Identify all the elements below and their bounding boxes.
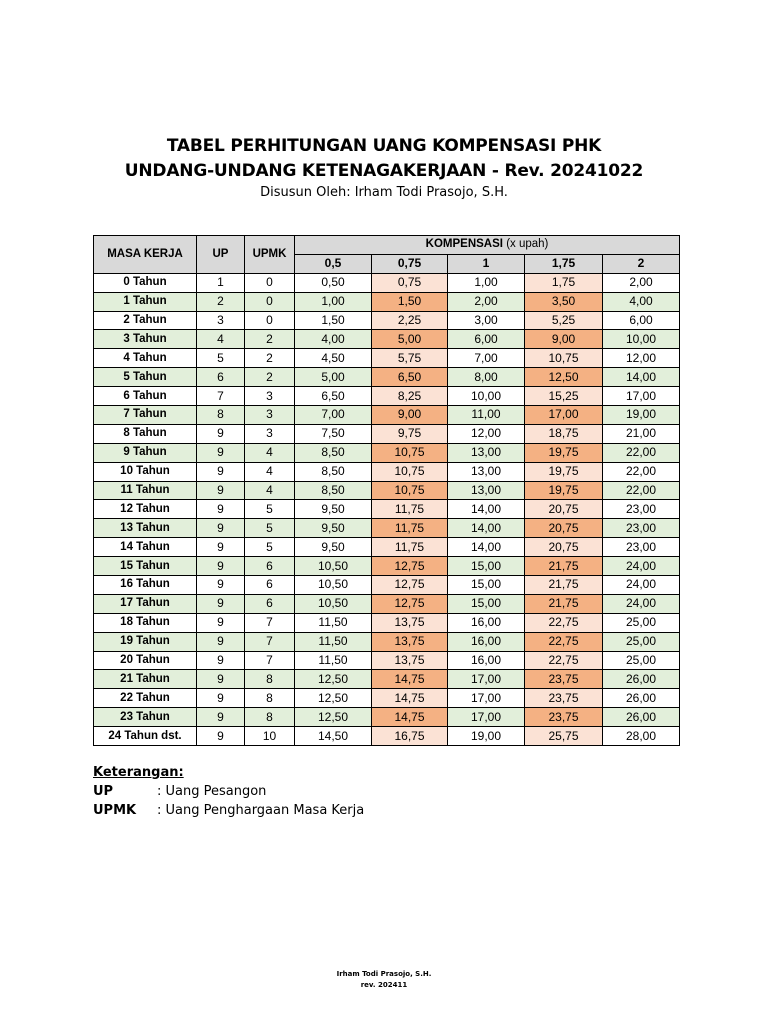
cell-kompensasi: 12,00 [448,424,525,443]
cell-kompensasi: 24,00 [603,594,680,613]
table-row [94,387,680,406]
cell-kompensasi: 8,50 [295,481,372,500]
table-row [94,500,680,519]
cell-kompensasi: 1,75 [525,273,603,292]
cell-up: 9 [197,500,245,519]
cell-kompensasi: 19,75 [525,462,603,481]
cell-masa-kerja: 22 Tahun [94,689,197,708]
cell-masa-kerja: 1 Tahun [94,292,197,311]
table-row [94,462,680,481]
cell-kompensasi: 10,00 [448,387,525,406]
cell-kompensasi: 20,75 [525,500,603,519]
cell-masa-kerja: 24 Tahun dst. [94,727,197,746]
cell-kompensasi: 4,50 [295,349,372,368]
cell-kompensasi: 22,00 [603,443,680,462]
cell-upmk: 10 [245,727,295,746]
cell-kompensasi: 3,00 [448,311,525,330]
table-row [94,727,680,746]
cell-upmk: 4 [245,481,295,500]
compensation-table [93,235,680,746]
cell-kompensasi: 26,00 [603,670,680,689]
cell-kompensasi: 6,00 [603,311,680,330]
cell-kompensasi: 7,50 [295,424,372,443]
table-row [94,349,680,368]
cell-kompensasi: 14,00 [448,519,525,538]
cell-kompensasi: 0,75 [372,273,448,292]
cell-upmk: 3 [245,424,295,443]
cell-kompensasi: 22,75 [525,651,603,670]
document-author: Disusun Oleh: Irham Todi Prasojo, S.H. [260,185,508,200]
cell-kompensasi: 23,75 [525,689,603,708]
cell-kompensasi: 14,00 [448,538,525,557]
cell-kompensasi: 17,00 [448,670,525,689]
cell-masa-kerja: 10 Tahun [94,462,197,481]
cell-masa-kerja: 16 Tahun [94,576,197,595]
cell-kompensasi: 1,00 [448,273,525,292]
cell-kompensasi: 24,00 [603,557,680,576]
table-row [94,538,680,557]
cell-up: 9 [197,632,245,651]
cell-kompensasi: 20,75 [525,538,603,557]
header-multiplier: 1,75 [525,254,603,273]
cell-upmk: 3 [245,387,295,406]
cell-kompensasi: 13,75 [372,651,448,670]
cell-kompensasi: 10,75 [372,462,448,481]
cell-kompensasi: 19,00 [603,406,680,425]
cell-up: 9 [197,462,245,481]
cell-kompensasi: 10,50 [295,576,372,595]
header-multiplier: 0,5 [295,254,372,273]
cell-kompensasi: 2,25 [372,311,448,330]
cell-up: 9 [197,708,245,727]
cell-kompensasi: 15,00 [448,594,525,613]
cell-kompensasi: 9,50 [295,538,372,557]
cell-kompensasi: 12,50 [295,708,372,727]
cell-kompensasi: 23,00 [603,519,680,538]
legend-desc: : Uang Pesangon [157,784,267,799]
cell-kompensasi: 21,00 [603,424,680,443]
cell-masa-kerja: 12 Tahun [94,500,197,519]
cell-kompensasi: 12,50 [295,689,372,708]
table-row [94,443,680,462]
cell-masa-kerja: 3 Tahun [94,330,197,349]
cell-upmk: 0 [245,292,295,311]
cell-kompensasi: 13,00 [448,481,525,500]
cell-kompensasi: 10,75 [525,349,603,368]
cell-kompensasi: 11,75 [372,519,448,538]
cell-upmk: 6 [245,576,295,595]
footer-name: Irham Todi Prasojo, S.H. [336,970,432,978]
cell-masa-kerja: 0 Tahun [94,273,197,292]
table-row [94,594,680,613]
cell-kompensasi: 24,00 [603,576,680,595]
cell-up: 6 [197,368,245,387]
table-row [94,651,680,670]
cell-upmk: 3 [245,406,295,425]
cell-kompensasi: 25,00 [603,651,680,670]
cell-kompensasi: 11,50 [295,613,372,632]
table-row [94,406,680,425]
cell-kompensasi: 20,75 [525,519,603,538]
cell-kompensasi: 10,50 [295,557,372,576]
cell-kompensasi: 12,50 [525,368,603,387]
cell-upmk: 7 [245,632,295,651]
table-row [94,311,680,330]
document-header [0,134,768,201]
cell-kompensasi: 12,50 [295,670,372,689]
cell-kompensasi: 14,75 [372,689,448,708]
cell-kompensasi: 12,75 [372,576,448,595]
cell-kompensasi: 19,00 [448,727,525,746]
cell-kompensasi: 23,75 [525,670,603,689]
cell-kompensasi: 14,00 [448,500,525,519]
header-kompensasi [295,236,680,255]
cell-up: 9 [197,727,245,746]
cell-up: 9 [197,689,245,708]
cell-masa-kerja: 13 Tahun [94,519,197,538]
cell-kompensasi: 2,00 [603,273,680,292]
header-up: UP [197,236,245,274]
cell-upmk: 2 [245,349,295,368]
header-upmk: UPMK [245,236,295,274]
cell-kompensasi: 22,75 [525,632,603,651]
cell-kompensasi: 9,50 [295,519,372,538]
cell-upmk: 2 [245,330,295,349]
cell-kompensasi: 12,75 [372,594,448,613]
cell-kompensasi: 13,75 [372,613,448,632]
cell-kompensasi: 13,00 [448,443,525,462]
document-title-line2: UNDANG-UNDANG KETENAGAKERJAAN - Rev. 20241022 [124,161,644,181]
table-row [94,632,680,651]
header-kompensasi-label: KOMPENSASI [425,238,503,251]
cell-kompensasi: 16,00 [448,613,525,632]
cell-kompensasi: 9,00 [372,406,448,425]
cell-kompensasi: 8,50 [295,462,372,481]
table-row [94,519,680,538]
header-multiplier: 0,75 [372,254,448,273]
cell-kompensasi: 9,00 [525,330,603,349]
cell-upmk: 5 [245,500,295,519]
cell-kompensasi: 15,00 [448,557,525,576]
cell-kompensasi: 1,50 [372,292,448,311]
cell-kompensasi: 13,75 [372,632,448,651]
cell-upmk: 6 [245,557,295,576]
cell-kompensasi: 26,00 [603,708,680,727]
cell-kompensasi: 8,00 [448,368,525,387]
cell-kompensasi: 10,00 [603,330,680,349]
legend [93,764,364,820]
cell-masa-kerja: 5 Tahun [94,368,197,387]
cell-kompensasi: 25,75 [525,727,603,746]
cell-kompensasi: 21,75 [525,557,603,576]
cell-kompensasi: 6,50 [295,387,372,406]
cell-up: 9 [197,443,245,462]
cell-upmk: 7 [245,651,295,670]
cell-up: 9 [197,651,245,670]
cell-kompensasi: 6,00 [448,330,525,349]
cell-up: 9 [197,670,245,689]
cell-upmk: 0 [245,311,295,330]
cell-kompensasi: 2,00 [448,292,525,311]
cell-upmk: 8 [245,708,295,727]
cell-masa-kerja: 18 Tahun [94,613,197,632]
cell-up: 7 [197,387,245,406]
table-row [94,689,680,708]
cell-up: 9 [197,424,245,443]
legend-item [93,782,364,801]
table-row [94,708,680,727]
table-row [94,330,680,349]
cell-kompensasi: 25,00 [603,613,680,632]
legend-desc: : Uang Penghargaan Masa Kerja [157,803,365,818]
cell-kompensasi: 26,00 [603,689,680,708]
cell-kompensasi: 19,75 [525,481,603,500]
cell-kompensasi: 17,00 [448,689,525,708]
cell-upmk: 7 [245,613,295,632]
cell-up: 1 [197,273,245,292]
cell-masa-kerja: 15 Tahun [94,557,197,576]
cell-kompensasi: 3,50 [525,292,603,311]
cell-kompensasi: 11,50 [295,651,372,670]
cell-kompensasi: 16,00 [448,651,525,670]
cell-upmk: 6 [245,594,295,613]
cell-kompensasi: 5,00 [295,368,372,387]
table-row [94,670,680,689]
cell-masa-kerja: 4 Tahun [94,349,197,368]
document-title-line1: TABEL PERHITUNGAN UANG KOMPENSASI PHK [166,136,602,156]
cell-upmk: 5 [245,538,295,557]
cell-kompensasi: 16,75 [372,727,448,746]
cell-up: 9 [197,519,245,538]
cell-kompensasi: 9,75 [372,424,448,443]
cell-masa-kerja: 14 Tahun [94,538,197,557]
cell-kompensasi: 0,50 [295,273,372,292]
table-row [94,424,680,443]
cell-kompensasi: 21,75 [525,576,603,595]
cell-upmk: 4 [245,443,295,462]
table-row [94,613,680,632]
table-row [94,273,680,292]
cell-masa-kerja: 21 Tahun [94,670,197,689]
cell-kompensasi: 1,00 [295,292,372,311]
cell-kompensasi: 11,75 [372,500,448,519]
table-row [94,292,680,311]
cell-kompensasi: 4,00 [603,292,680,311]
cell-kompensasi: 21,75 [525,594,603,613]
cell-kompensasi: 5,25 [525,311,603,330]
cell-kompensasi: 10,75 [372,481,448,500]
cell-up: 8 [197,406,245,425]
cell-kompensasi: 17,00 [603,387,680,406]
cell-upmk: 4 [245,462,295,481]
cell-upmk: 8 [245,689,295,708]
cell-up: 4 [197,330,245,349]
cell-kompensasi: 1,50 [295,311,372,330]
cell-masa-kerja: 11 Tahun [94,481,197,500]
cell-kompensasi: 22,00 [603,462,680,481]
cell-kompensasi: 14,75 [372,670,448,689]
legend-item [93,801,364,820]
cell-up: 9 [197,481,245,500]
table-row [94,368,680,387]
cell-kompensasi: 23,00 [603,538,680,557]
cell-upmk: 8 [245,670,295,689]
cell-kompensasi: 15,00 [448,576,525,595]
cell-kompensasi: 14,50 [295,727,372,746]
cell-kompensasi: 10,75 [372,443,448,462]
cell-kompensasi: 11,75 [372,538,448,557]
footer-rev: rev. 202411 [360,981,408,989]
table-row [94,481,680,500]
legend-abbr: UPMK [93,803,137,818]
table-row [94,557,680,576]
cell-kompensasi: 5,75 [372,349,448,368]
cell-kompensasi: 10,50 [295,594,372,613]
header-kompensasi-note: (x upah) [506,238,549,251]
cell-up: 9 [197,557,245,576]
cell-masa-kerja: 7 Tahun [94,406,197,425]
cell-upmk: 0 [245,273,295,292]
cell-masa-kerja: 23 Tahun [94,708,197,727]
cell-kompensasi: 22,00 [603,481,680,500]
cell-kompensasi: 15,25 [525,387,603,406]
cell-kompensasi: 28,00 [603,727,680,746]
cell-kompensasi: 14,00 [603,368,680,387]
cell-kompensasi: 12,00 [603,349,680,368]
cell-up: 9 [197,576,245,595]
cell-kompensasi: 7,00 [448,349,525,368]
legend-abbr: UP [93,784,114,799]
cell-masa-kerja: 9 Tahun [94,443,197,462]
header-multiplier: 1 [448,254,525,273]
cell-up: 5 [197,349,245,368]
cell-kompensasi: 11,50 [295,632,372,651]
cell-kompensasi: 23,75 [525,708,603,727]
cell-upmk: 5 [245,519,295,538]
cell-masa-kerja: 2 Tahun [94,311,197,330]
cell-kompensasi: 7,00 [295,406,372,425]
cell-masa-kerja: 8 Tahun [94,424,197,443]
cell-kompensasi: 5,00 [372,330,448,349]
cell-masa-kerja: 6 Tahun [94,387,197,406]
cell-kompensasi: 13,00 [448,462,525,481]
cell-kompensasi: 17,00 [525,406,603,425]
cell-kompensasi: 18,75 [525,424,603,443]
cell-kompensasi: 14,75 [372,708,448,727]
cell-masa-kerja: 20 Tahun [94,651,197,670]
page-footer [0,969,768,991]
cell-masa-kerja: 19 Tahun [94,632,197,651]
cell-up: 2 [197,292,245,311]
cell-kompensasi: 25,00 [603,632,680,651]
cell-kompensasi: 6,50 [372,368,448,387]
header-multiplier: 2 [603,254,680,273]
cell-up: 3 [197,311,245,330]
header-masa-kerja: MASA KERJA [94,236,197,274]
cell-up: 9 [197,613,245,632]
cell-kompensasi: 12,75 [372,557,448,576]
cell-kompensasi: 11,00 [448,406,525,425]
cell-kompensasi: 23,00 [603,500,680,519]
cell-kompensasi: 22,75 [525,613,603,632]
cell-kompensasi: 9,50 [295,500,372,519]
cell-kompensasi: 17,00 [448,708,525,727]
legend-title: Keterangan: [93,765,184,780]
cell-kompensasi: 19,75 [525,443,603,462]
cell-up: 9 [197,594,245,613]
cell-upmk: 2 [245,368,295,387]
cell-kompensasi: 8,25 [372,387,448,406]
cell-kompensasi: 16,00 [448,632,525,651]
cell-kompensasi: 8,50 [295,443,372,462]
cell-kompensasi: 4,00 [295,330,372,349]
table-row [94,576,680,595]
cell-masa-kerja: 17 Tahun [94,594,197,613]
cell-up: 9 [197,538,245,557]
